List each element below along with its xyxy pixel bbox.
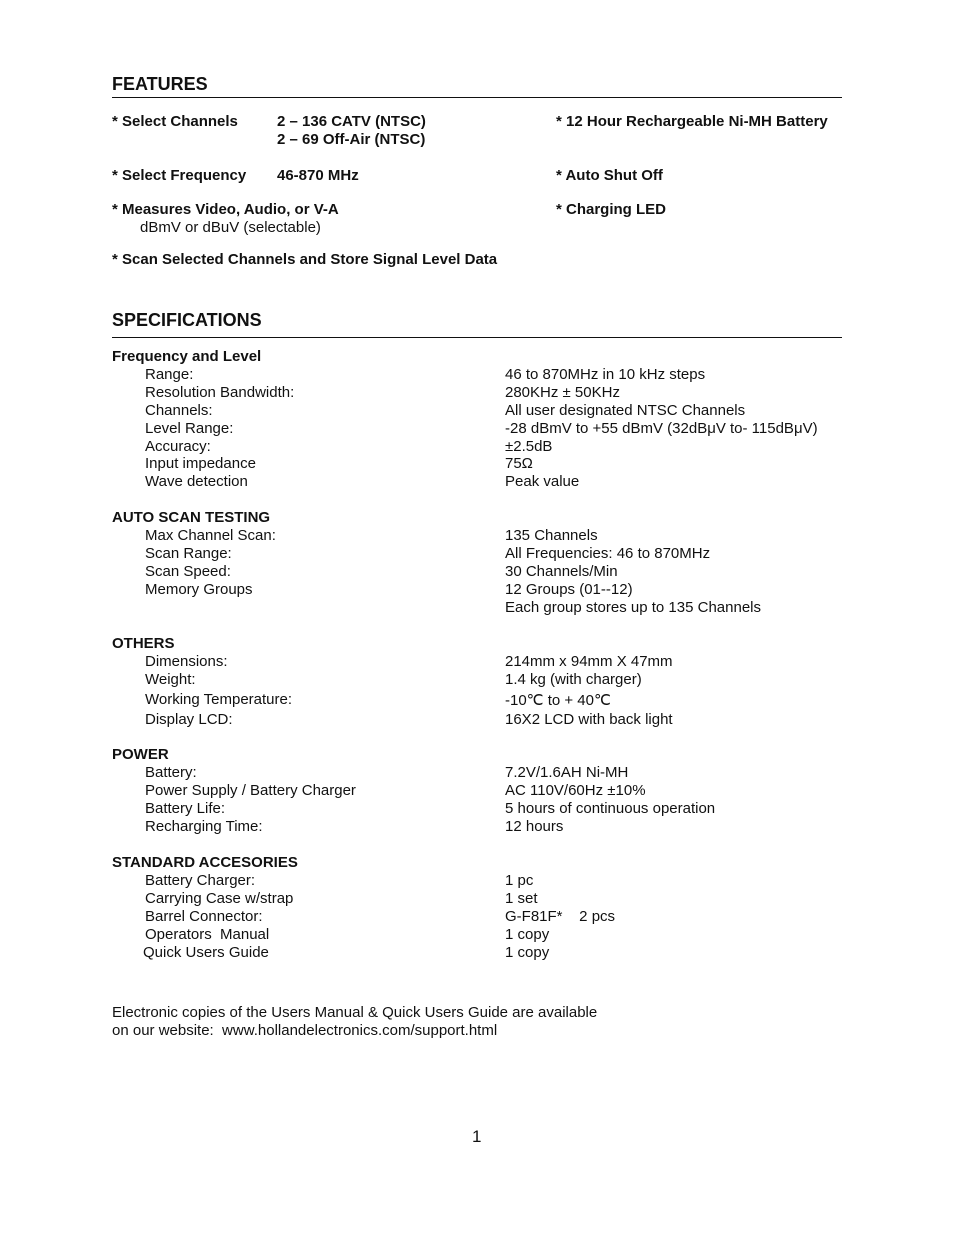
spec-value: 16X2 LCD with back light bbox=[505, 711, 673, 728]
spec-value: 12 hours bbox=[505, 818, 564, 835]
features-heading: FEATURES bbox=[112, 74, 208, 94]
feature-charging-led: * Charging LED bbox=[556, 201, 667, 218]
spec-value: 75Ω bbox=[505, 455, 533, 472]
footer-note-line1: Electronic copies of the Users Manual & Quick Users Guide are available bbox=[112, 1004, 598, 1021]
spec-label: Recharging Time: bbox=[145, 818, 263, 835]
specifications-heading: SPECIFICATIONS bbox=[112, 310, 262, 330]
section-title-power: POWER bbox=[112, 746, 169, 763]
feature-scan: * Scan Selected Channels and Store Signal Level Data bbox=[112, 251, 498, 268]
feature-channels-offair: 2 – 69 Off-Air (NTSC) bbox=[277, 131, 426, 148]
spec-label: Barrel Connector: bbox=[145, 908, 263, 925]
spec-label: Working Temperature: bbox=[145, 691, 293, 708]
spec-label: Wave detection bbox=[145, 473, 248, 490]
spec-value: 30 Channels/Min bbox=[505, 563, 618, 580]
specifications-divider bbox=[112, 337, 842, 338]
page-number: 1 bbox=[472, 1127, 482, 1146]
spec-label: Weight: bbox=[145, 671, 196, 688]
spec-value: Each group stores up to 135 Channels bbox=[505, 599, 762, 616]
spec-value: 1 pc bbox=[505, 872, 534, 889]
features-divider bbox=[112, 97, 842, 98]
spec-label: Resolution Bandwidth: bbox=[145, 384, 295, 401]
spec-value: 1 set bbox=[505, 890, 538, 907]
section-title-accessories: STANDARD ACCESORIES bbox=[112, 854, 298, 871]
feature-auto-shut-off: * Auto Shut Off bbox=[556, 167, 663, 184]
spec-label: Range: bbox=[145, 366, 194, 383]
spec-value: 1 copy bbox=[505, 926, 550, 943]
spec-label: Memory Groups bbox=[145, 581, 253, 598]
spec-label: Level Range: bbox=[145, 420, 234, 437]
spec-label: Power Supply / Battery Charger bbox=[145, 782, 356, 799]
spec-value: G-F81F* 2 pcs bbox=[505, 908, 616, 925]
spec-value: Peak value bbox=[505, 473, 580, 490]
spec-value: 1 copy bbox=[505, 944, 550, 961]
spec-label: Input impedance bbox=[145, 455, 256, 472]
spec-label: Scan Speed: bbox=[145, 563, 231, 580]
spec-label: Dimensions: bbox=[145, 653, 228, 670]
spec-label: Battery Charger: bbox=[145, 872, 256, 889]
spec-value: -10℃ to + 40℃ bbox=[505, 692, 611, 709]
spec-value: -28 dBmV to +55 dBmV (32dBμV to- 115dBμV) bbox=[505, 420, 818, 437]
spec-label: Scan Range: bbox=[145, 545, 232, 562]
spec-value: 7.2V/1.6AH Ni-MH bbox=[505, 764, 629, 781]
spec-label: Display LCD: bbox=[145, 711, 233, 728]
spec-value: 5 hours of continuous operation bbox=[505, 800, 716, 817]
feature-channels-catv: 2 – 136 CATV (NTSC) bbox=[277, 113, 426, 130]
spec-label: Max Channel Scan: bbox=[145, 527, 276, 544]
spec-value: 1.4 kg (with charger) bbox=[505, 671, 642, 688]
feature-measures: * Measures Video, Audio, or V-A bbox=[112, 201, 339, 218]
spec-value: All Frequencies: 46 to 870MHz bbox=[505, 545, 711, 562]
spec-label: Carrying Case w/strap bbox=[145, 890, 294, 907]
feature-select-frequency-label: * Select Frequency bbox=[112, 167, 247, 184]
feature-select-channels-label: * Select Channels bbox=[112, 113, 238, 130]
spec-value: 214mm x 94mm X 47mm bbox=[505, 653, 673, 670]
footer-note-line2: on our website: www.hollandelectronics.com/support.html bbox=[112, 1022, 498, 1039]
spec-value: All user designated NTSC Channels bbox=[505, 402, 746, 419]
spec-label: Quick Users Guide bbox=[143, 944, 269, 961]
spec-value: 135 Channels bbox=[505, 527, 598, 544]
feature-battery: * 12 Hour Rechargeable Ni-MH Battery bbox=[556, 113, 828, 130]
spec-value: 280KHz ± 50KHz bbox=[505, 384, 620, 401]
spec-label: Operators Manual bbox=[145, 926, 270, 943]
spec-value: AC 110V/60Hz ±10% bbox=[505, 782, 646, 799]
section-title-auto-scan: AUTO SCAN TESTING bbox=[112, 509, 271, 526]
feature-measures-units: dBmV or dBuV (selectable) bbox=[140, 219, 321, 236]
spec-label: Battery: bbox=[145, 764, 197, 781]
spec-label: Channels: bbox=[145, 402, 213, 419]
feature-frequency-value: 46-870 MHz bbox=[277, 167, 359, 184]
section-title-others: OTHERS bbox=[112, 635, 175, 652]
spec-label: Battery Life: bbox=[145, 800, 226, 817]
spec-value: 46 to 870MHz in 10 kHz steps bbox=[505, 366, 706, 383]
spec-value: 12 Groups (01--12) bbox=[505, 581, 633, 598]
spec-label: Accuracy: bbox=[145, 438, 211, 455]
section-title-frequency-level: Frequency and Level bbox=[112, 348, 262, 365]
spec-value: ±2.5dB bbox=[505, 438, 553, 455]
